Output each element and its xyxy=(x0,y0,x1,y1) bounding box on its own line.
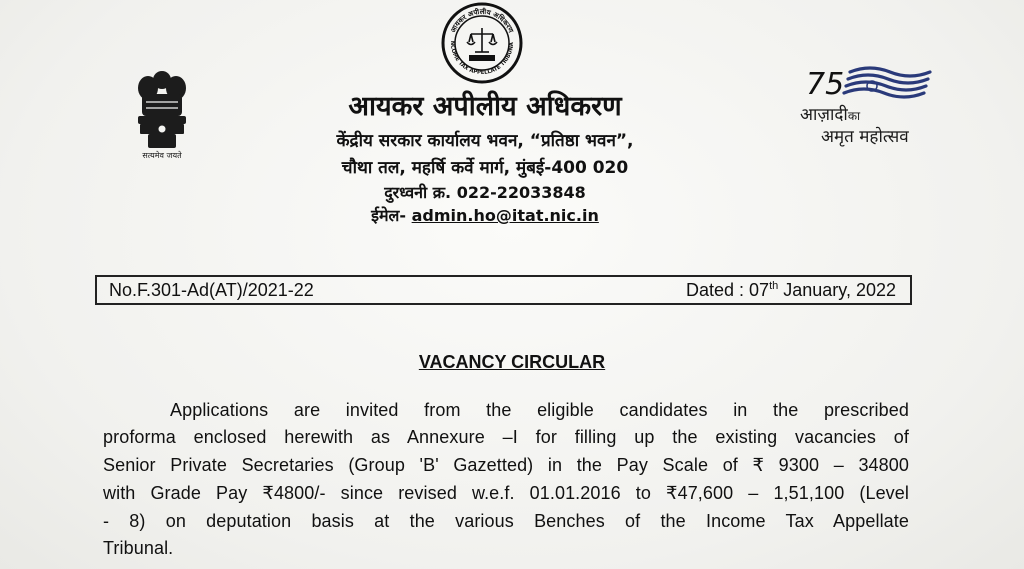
body-line: Applications are invited from the eligible candidates in the prescribed xyxy=(170,400,909,420)
body-line: proforma enclosed herewith as Annexure –I for filling up the existing vacancies of xyxy=(103,427,909,447)
svg-text:75: 75 xyxy=(806,67,845,102)
body-line: - 8) on deputation basis at the various Benches of the Income Tax Appellate xyxy=(103,511,909,531)
organization-title: आयकर अपीलीय अधिकरण xyxy=(348,91,622,122)
body-line: Senior Private Secretaries (Group 'B' Gazetted) in the Pay Scale of ₹ 9300 – 34800 xyxy=(103,455,909,475)
lion-capital-icon xyxy=(122,66,202,150)
phone-label: दुरध्वनी क्र. xyxy=(384,183,452,202)
azadi-line1: आज़ादीका xyxy=(800,105,861,125)
itat-seal xyxy=(441,2,523,84)
address-line-2: चौथा तल, महर्षि कर्वे मार्ग, मुंबई-400 020 xyxy=(341,158,629,178)
address-line-1: केंद्रीय सरकार कार्यालय भवन, “प्रतिष्ठा भवन”, xyxy=(336,131,634,151)
circular-title: VACANCY CIRCULAR xyxy=(418,352,606,372)
phone-line xyxy=(250,181,720,203)
file-number: No.F.301-Ad(AT)/2021-22 xyxy=(109,280,314,300)
email-line xyxy=(250,204,720,226)
email-label: ईमेल- xyxy=(371,206,407,225)
emblem-caption: सत्यमेव जयते xyxy=(142,151,182,160)
reference-box xyxy=(95,275,912,305)
phone-number: 022-22033848 xyxy=(456,183,586,202)
body-line: with Grade Pay ₹4800/- since revised w.e.f. 01.01.2016 to ₹47,600 – 1,51,100 (Level xyxy=(103,483,909,503)
azadi-line2: अमृत महोत्सव xyxy=(821,127,909,147)
circular-date: Dated : 07th January, 2022 xyxy=(686,280,896,300)
tribunal-seal-icon xyxy=(441,2,523,84)
body-line: Tribunal. xyxy=(103,538,174,558)
azadi-ka-amrit-mahotsav-logo xyxy=(800,62,950,152)
email-link[interactable]: admin.ho@itat.nic.in xyxy=(411,206,599,225)
svg-text:आयकर अपीलीय अधिकरण: आयकर अपीलीय अधिकरण xyxy=(449,7,515,35)
national-emblem xyxy=(122,66,202,166)
svg-text:INCOME TAX APPELLATE TRIBUNAL: NCOME TAX APPELLATE TRIBUNA xyxy=(448,40,516,77)
